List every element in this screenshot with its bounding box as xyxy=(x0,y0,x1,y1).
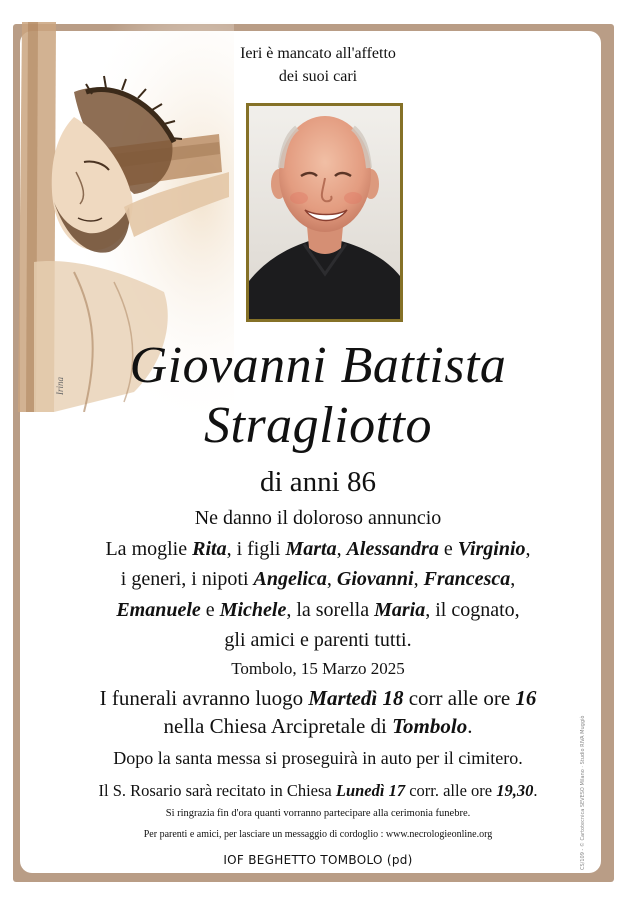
portrait-illustration xyxy=(249,106,400,319)
rosary-day: Lunedì 17 xyxy=(335,781,406,800)
text-fragment: La moglie xyxy=(105,537,193,560)
text-fragment: e xyxy=(200,598,220,621)
text-fragment: nella Chiesa Arcipretale di xyxy=(163,714,393,738)
family-name-grandchild: Michele xyxy=(219,598,287,621)
announcement-line-5: gli amici e parenti tutti. xyxy=(224,629,412,651)
mass-note: Dopo la santa messa si proseguirà in auto per il cimitero. xyxy=(113,748,523,768)
text-fragment: , xyxy=(326,568,337,590)
announcement-line-2 xyxy=(0,534,636,565)
funeral-home-footer: IOF BEGHETTO TOMBOLO (pd) xyxy=(223,853,413,867)
family-name-child: Alessandra xyxy=(346,537,439,560)
printer-credit: CS/109 - © Cartotecnica SEVESO Milano · Studio RIVA Muggiò xyxy=(580,715,586,870)
funeral-hour: 16 xyxy=(515,686,537,710)
text-fragment: , la sorella xyxy=(286,598,375,621)
text-fragment: Il S. Rosario sarà recitato in Chiesa xyxy=(98,781,336,800)
intro-line-2: dei suoi cari xyxy=(278,68,358,85)
text-fragment: , xyxy=(525,537,531,560)
artist-signature: Irina xyxy=(55,377,65,395)
announcement-lead: Ne danno il doloroso annuncio xyxy=(194,507,442,529)
announcement-line-4 xyxy=(0,595,636,626)
text-fragment: , i figli xyxy=(226,537,286,560)
family-name-grandchild: Giovanni xyxy=(336,568,414,590)
text-fragment: , xyxy=(510,568,516,590)
deceased-name xyxy=(0,336,636,456)
name-line-1: Giovanni Battista xyxy=(129,337,507,394)
name-line-2: Stragliotto xyxy=(204,397,432,454)
text-fragment: . xyxy=(467,714,473,738)
rosary-hour: 19,30 xyxy=(496,781,534,800)
text-fragment: , xyxy=(336,537,347,560)
text-fragment: I funerali avranno luogo xyxy=(99,686,309,710)
funeral-place: Tombolo xyxy=(392,714,468,738)
intro-line-1: Ieri è mancato all'affetto xyxy=(240,45,396,62)
family-name-child: Virginio xyxy=(457,537,526,560)
condolence-message-note: Per parenti e amici, per lasciare un messaggio di cordoglio : www.necrologieonline.org xyxy=(143,829,493,840)
announcement-line-3 xyxy=(0,564,636,595)
funeral-info xyxy=(0,684,636,740)
announcement xyxy=(0,503,636,656)
family-name-grandchild: Francesca xyxy=(423,568,511,590)
portrait-photo xyxy=(246,103,403,322)
intro-text xyxy=(0,42,636,88)
text-fragment: corr. alle ore xyxy=(405,781,497,800)
text-fragment: corr alle ore xyxy=(403,686,516,710)
text-fragment: . xyxy=(533,781,538,800)
family-name-sister: Maria xyxy=(374,598,426,621)
text-fragment: , xyxy=(413,568,424,590)
family-name-child: Marta xyxy=(285,537,337,560)
funeral-line-2 xyxy=(0,712,636,740)
deceased-age: di anni 86 xyxy=(260,466,376,498)
rosary-info xyxy=(0,779,636,802)
family-name-grandchild: Emanuele xyxy=(116,598,201,621)
funeral-line-1 xyxy=(0,684,636,712)
family-name-wife: Rita xyxy=(192,537,227,560)
text-fragment: e xyxy=(438,537,458,560)
family-name-grandchild: Angelica xyxy=(253,568,327,590)
text-fragment: i generi, i nipoti xyxy=(120,568,254,590)
funeral-day: Martedì 18 xyxy=(308,686,404,710)
text-fragment: , il cognato, xyxy=(425,598,520,621)
thanks-note: Si ringrazia fin d'ora quanti vorranno partecipare alla cerimonia funebre. xyxy=(165,808,471,819)
place-date: Tombolo, 15 Marzo 2025 xyxy=(231,659,405,678)
